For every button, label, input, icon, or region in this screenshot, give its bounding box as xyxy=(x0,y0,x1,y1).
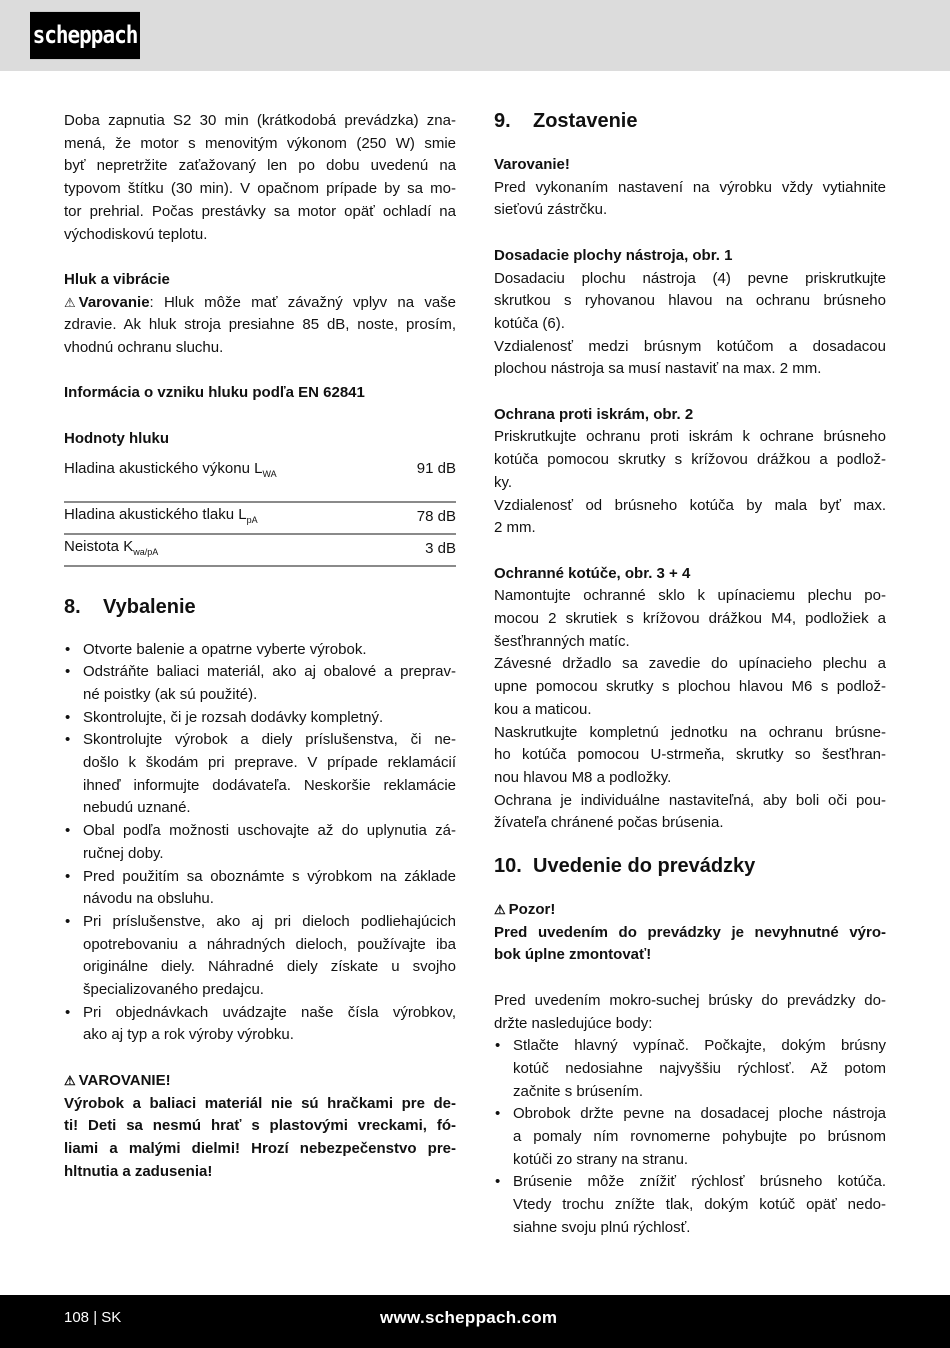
list-item xyxy=(64,1002,456,1047)
text-line: žívateľa chránené počas brúsenia. xyxy=(494,814,724,832)
tool-rest-heading: Dosadacie plochy nástroja, obr. 1 xyxy=(494,246,733,264)
section-number: 9. xyxy=(494,110,511,132)
text-line: originálne diely. Náhradné diely získate u svojho xyxy=(83,958,456,976)
caution-label: Pozor! xyxy=(508,901,556,919)
row-value: 91 dB xyxy=(395,458,456,502)
text-line: • Stlačte hlavný vypínač. Počkajte, dokým brúsny xyxy=(513,1037,886,1055)
page-number-value: 108 xyxy=(64,1309,90,1326)
section-title: Zostavenie xyxy=(533,110,638,132)
noise-values-heading: Hodnoty hluku xyxy=(64,429,169,447)
text-line: Vzdialenosť medzi brúsnym kotúčom a dosadacou xyxy=(494,337,886,355)
text-line: tor prehrial. Počas prestávky sa motor opäť ochladí na xyxy=(64,202,456,220)
noise-heading: Hluk a vibrácie xyxy=(64,270,170,288)
text-line: nebudú uznané. xyxy=(83,799,191,817)
text-line: ručnej doby. xyxy=(83,844,164,862)
text-line: došlo k škodám pri preprave. V prípade reklamácií xyxy=(83,754,456,772)
warning-heading xyxy=(64,1070,456,1093)
noise-values-table xyxy=(64,458,456,567)
subscript: pA xyxy=(246,514,258,525)
text-line: upne pomocou skrutky s plochou hlavou M6 s podlož- xyxy=(494,678,886,696)
text-line: bok úplne zmontovať! xyxy=(494,946,652,964)
text-line: • Pri objednávkach uvádzajte naše čísla výrobkov, xyxy=(83,1003,456,1021)
text-line: Pred uvedením do prevádzky je nevyhnutné výro- xyxy=(494,923,886,941)
text-line: šesťhranných matíc. xyxy=(494,632,630,650)
caution-heading xyxy=(494,899,886,922)
subscript: wa/pA xyxy=(133,546,159,557)
text-line: a pomaly ním rovnomerne pohybujte po brúsnom xyxy=(513,1128,886,1146)
paragraph xyxy=(494,268,886,336)
text-line: • Obal podľa možnosti uschovajte až do uplynutia zá- xyxy=(83,822,456,840)
child-warning-paragraph xyxy=(64,1093,456,1184)
text-line: mocou 2 skrutiek s krížovou drážkou M4, podložiek a xyxy=(494,610,886,628)
text-line: vhodnú ochranu sluchu. xyxy=(64,339,224,357)
text-line: • Brúsenie môže znížiť rýchlosť brúsneho kotúča. xyxy=(513,1173,886,1191)
list-item xyxy=(64,661,456,706)
paragraph xyxy=(494,790,886,835)
page-footer xyxy=(0,1295,950,1348)
section-number: 8. xyxy=(64,595,81,618)
paragraph xyxy=(494,336,886,381)
row-label xyxy=(64,458,395,502)
text-line: návodu na obsluhu. xyxy=(83,890,214,908)
section-title: Uvedenie do prevádzky xyxy=(533,855,756,878)
list-item xyxy=(64,639,456,662)
noise-info-heading: Informácia o vzniku hluku podľa EN 62841 xyxy=(64,384,365,402)
text-line: Dosadaciu plochu nástroja (4) pevne priskrutkujte xyxy=(494,269,886,287)
text-line: Ochrana je individuálne nastaviteľná, aby boli oči pou- xyxy=(494,791,886,809)
text-line: hltnutia a zadusenia! xyxy=(64,1162,213,1180)
warning-triangle-icon: ⚠ xyxy=(494,902,506,918)
warning-text: : Hluk môže mať závažný vplyv na vaše xyxy=(149,293,456,311)
text-line: • Otvorte balenie a opatrne vyberte výrobok. xyxy=(83,640,367,658)
startup-list xyxy=(494,1035,886,1239)
text-line: siahne svoju plnú rýchlosť. xyxy=(513,1218,691,1236)
paragraph xyxy=(494,722,886,790)
page-number: 108 | SK xyxy=(64,1309,122,1326)
row-label xyxy=(64,502,395,534)
text-line: ho kotúča pomocou U-strmeňa, skrutky so šesťhran- xyxy=(494,746,886,764)
website-link[interactable]: www.scheppach.com xyxy=(380,1308,558,1327)
text-line: začnite s brúsením. xyxy=(513,1082,644,1100)
text-line: Priskrutkujte ochranu proti iskrám k ochrane brúsneho xyxy=(494,428,886,446)
scheppach-logo: scheppach xyxy=(30,12,140,59)
text-line: sieťovú zástrčku. xyxy=(494,201,608,219)
text-line: liami a malými dielmi! Hrozí nebezpečenstvo pre- xyxy=(64,1139,456,1157)
text-line: Závesné držadlo sa zavedie do upínacieho plechu a xyxy=(494,655,886,673)
warning-label: Varovanie! xyxy=(494,156,570,173)
eye-shields-heading: Ochranné kotúče, obr. 3 + 4 xyxy=(494,564,691,582)
text-line: Vtedy trochu znížte tlak, dokým kotúč opäť nedo- xyxy=(513,1196,886,1214)
list-item xyxy=(494,1035,886,1103)
subscript: WA xyxy=(262,468,277,479)
text-line: • Obrobok držte pevne na dosadacej ploche nástroja xyxy=(513,1105,886,1123)
caution-paragraph xyxy=(494,922,886,967)
row-label xyxy=(64,534,395,566)
text-line: • Pri príslušenstve, ako aj pri dieloch podliehajúcich xyxy=(83,912,456,930)
text-line: špecializovaného predajcu. xyxy=(83,981,264,999)
text-line: kotúča (6). xyxy=(494,314,565,332)
table-row xyxy=(64,502,456,534)
paragraph xyxy=(494,653,886,721)
right-column xyxy=(494,108,886,1240)
paragraph xyxy=(494,426,886,494)
paragraph xyxy=(494,495,886,540)
text-line: skrutkou s ryhovanou hlavou na ochranu brúsneho xyxy=(494,292,886,310)
paragraph xyxy=(494,990,886,1035)
text-line: byť nepretržite zaťažovaný len po dobu uvedenú na xyxy=(64,157,456,175)
text-line: Doba zapnutia S2 30 min (krátkodobá prevádzka) zna- xyxy=(64,112,456,129)
label: Neistota K xyxy=(64,537,134,555)
text-line: Pred vykonaním nastavení na výrobku vždy vytiahnite xyxy=(494,178,886,196)
text-line: • Skontrolujte, či je rozsah dodávky kompletný. xyxy=(83,708,384,726)
text-line: Pred uvedením mokro-suchej brúsky do prevádzky do- xyxy=(494,991,886,1009)
warning-label: Varovanie xyxy=(78,293,150,311)
text-line: držte nasledujúce body: xyxy=(494,1014,653,1032)
spark-guard-heading: Ochrana proti iskrám, obr. 2 xyxy=(494,405,694,423)
section-number: 10. xyxy=(494,855,522,878)
list-item xyxy=(64,729,456,820)
text-line: ako aj typ a rok výroby výrobku. xyxy=(83,1026,294,1044)
text-line: zdravie. Ak hluk stroja presiahne 85 dB, noste, prosím, xyxy=(64,316,456,334)
paragraph xyxy=(494,585,886,653)
text-line: né poistky (ak sú použité). xyxy=(83,685,258,703)
row-value: 3 dB xyxy=(395,534,456,566)
warning-triangle-icon: ⚠ xyxy=(64,1072,76,1088)
unpacking-list xyxy=(64,639,456,1048)
text-line: nou hlavou M8 a podložky. xyxy=(494,768,672,786)
text-line: • Odstráňte baliaci materiál, ako aj obalové a preprav- xyxy=(83,663,456,681)
text-line: Výrobok a baliaci materiál nie sú hračkami pre de- xyxy=(64,1094,456,1112)
text-line: kotúč nedosiahne najvyššiu rýchlosť. Až potom xyxy=(513,1059,886,1077)
warning-title: VAROVANIE! xyxy=(78,1071,171,1089)
text-line: Vzdialenosť od brúsneho kotúča by mala byť max. xyxy=(494,496,886,514)
row-value: 78 dB xyxy=(395,502,456,534)
text-line: Naskrutkujte kompletnú jednotku na ochranu brúsne- xyxy=(494,723,886,741)
list-item xyxy=(64,911,456,1002)
list-item xyxy=(64,866,456,911)
section-8-heading xyxy=(64,594,456,620)
warning-paragraph xyxy=(494,177,886,222)
list-item xyxy=(494,1103,886,1171)
text-line: opotrebovaniu a náhradných dieloch, používajte iba xyxy=(83,935,456,953)
text-line: ky. xyxy=(494,473,513,491)
text-line: Namontujte ochranné sklo k upínaciemu plechu po- xyxy=(494,587,886,605)
section-10-heading xyxy=(494,853,886,879)
text-line: kotúča pomocou skrutky s krížovou drážkou a podlož- xyxy=(494,451,886,469)
list-item xyxy=(64,820,456,865)
text-line: • Skontrolujte výrobok a diely príslušenstva, či ne- xyxy=(83,731,456,749)
section-title: Vybalenie xyxy=(103,595,196,618)
table-row xyxy=(64,534,456,566)
page-header xyxy=(0,0,950,71)
warning-triangle-icon: ⚠ xyxy=(64,294,76,310)
list-item xyxy=(494,1171,886,1239)
label: Hladina akustického tlaku L xyxy=(64,505,247,523)
text-line: ihneď informujte dodávateľa. Neskoršie reklamácie xyxy=(83,776,456,794)
language-code: SK xyxy=(101,1309,122,1326)
text-line: kou a maticou. xyxy=(494,700,592,718)
text-line: 2 mm. xyxy=(494,519,536,537)
text-line: mená, že motor s menovitým výkonom (250 W) smie xyxy=(64,134,456,152)
section-9-heading xyxy=(494,108,886,134)
left-column xyxy=(64,110,456,1183)
text-line: ti! Deti sa nesmú hrať s plastovými vreckami, fó- xyxy=(64,1117,456,1135)
list-item xyxy=(64,707,456,730)
text-line: kotúči zo strany na stranu. xyxy=(513,1150,689,1168)
text-line: typovom štítku (30 min). V opačnom prípade by sa mo- xyxy=(64,180,456,198)
label: Hladina akustického výkonu L xyxy=(64,459,263,477)
table-row xyxy=(64,458,456,502)
text-line: plochou nástroja sa musí nastaviť na max. 2 mm. xyxy=(494,360,822,378)
noise-warning-line xyxy=(64,292,456,315)
noise-warning-paragraph xyxy=(64,314,456,359)
duty-cycle-paragraph xyxy=(64,110,456,246)
text-line: • Pred použitím sa oboznámte s výrobkom na základe xyxy=(83,867,456,885)
text-line: východiskovú teplotu. xyxy=(64,225,208,243)
